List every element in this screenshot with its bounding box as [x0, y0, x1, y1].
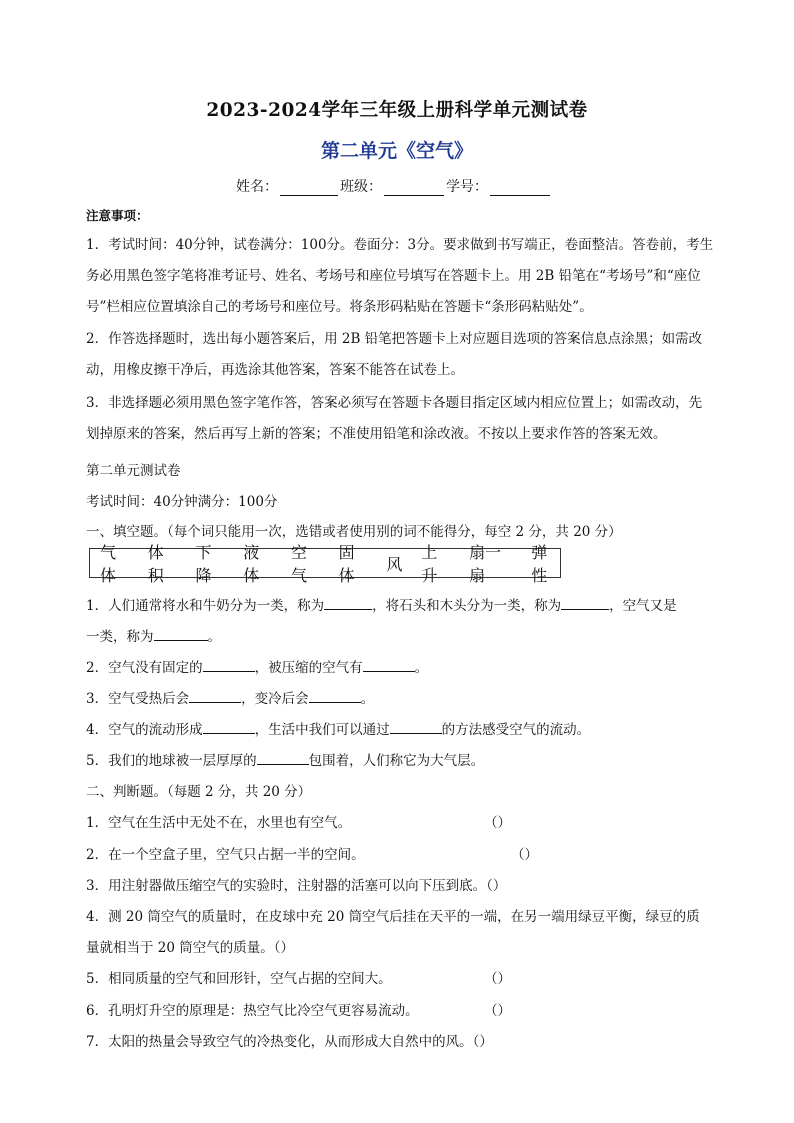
word-bank-item: 空气: [290, 543, 307, 585]
answer-blank[interactable]: [203, 659, 255, 672]
notes-heading: 注意事项：: [86, 208, 149, 223]
judge-question-4: 4．测 20 筒空气的质量时，在皮球中充 20 筒空气后挂在天平的一端，在另一端用绿豆平衡，绿豆的质: [86, 909, 700, 925]
note-item-1: 1．考试时间：40分钟，试卷满分：100分。卷面分：3分。要求做到书写端正，卷面整洁。答卷前，考生务必用黑色签字笔将准考证号、姓名、考场号和座位号填写在答题卡上。用 2B 铅笔在“考场号”和“座位号”栏相应位置填涂自己的考场号和座位号。将条形码粘贴在答题卡“条形码粘贴处”。: [86, 237, 714, 315]
word-bank-item: 风: [386, 554, 403, 574]
student-info-row: [236, 176, 552, 196]
word-bank-item: 固体: [338, 543, 355, 585]
id-label: 学号：: [446, 179, 488, 195]
answer-blank[interactable]: [309, 690, 361, 703]
judge-question-3: 3．用注射器做压缩空气的实验时，注射器的活塞可以向下压到底。（）: [86, 878, 507, 894]
word-bank-item: 上升: [421, 543, 438, 585]
word-bank-item: 体积: [147, 543, 164, 585]
answer-paren[interactable]: （）: [511, 847, 538, 863]
exam-title: 2023-2024学年三年级上册科学单元测试卷: [206, 100, 588, 121]
answer-paren[interactable]: （）: [484, 1003, 511, 1019]
answer-blank[interactable]: [189, 690, 241, 703]
judge-question-1: 1．空气在生活中无处不在，水里也有空气。: [86, 815, 352, 831]
id-blank[interactable]: [490, 181, 550, 196]
word-bank-item: 扇一扇: [469, 543, 502, 585]
note-item-3: 3．非选择题必须用黑色签字笔作答，答案必须写在答题卡各题目指定区域内相应位置上；如需改动，先划掉原来的答案，然后再写上新的答案；不准使用铅笔和涂改液。不按以上要求作答的答案无效。: [86, 395, 703, 442]
word-bank-item: 弹性: [531, 543, 548, 585]
judge-question-4-cont: 量就相当于 20 筒空气的质量。（）: [86, 940, 295, 956]
exam-time: 考试时间：40分钟满分：100分: [86, 494, 278, 510]
fill-question-2: 2．空气没有固定的 ，被压缩的空气有 。: [86, 660, 429, 676]
fill-question-3: 3．空气受热后会 ，变冷后会 。: [86, 691, 375, 707]
fill-question-1: 1．人们通常将水和牛奶分为一类，称为 ，将石头和木头分为一类，称为 ，空气又是: [86, 598, 677, 614]
exam-name: 第二单元测试卷: [86, 463, 181, 479]
answer-blank[interactable]: [363, 659, 415, 672]
note-item-2: 2．作答选择题时，选出每小题答案后，用 2B 铅笔把答题卡上对应题目选项的答案信息点涂黑；如需改动，用橡皮擦干净后，再选涂其他答案，答案不能答在试卷上。: [86, 331, 703, 378]
judge-question-7: 7．太阳的热量会导致空气的冷热变化，从而形成大自然中的风。（）: [86, 1034, 493, 1050]
unit-subtitle: 第二单元《空气》: [320, 140, 473, 162]
judge-question-5: 5．相同质量的空气和回形针，空气占据的空间大。: [86, 971, 392, 987]
fill-question-5: 5．我们的地球被一层厚厚的 包围着，人们称它为大气层。: [86, 753, 485, 769]
answer-blank[interactable]: [154, 628, 208, 641]
answer-blank[interactable]: [203, 721, 255, 734]
judge-question-2: 2．在一个空盒子里，空气只占据一半的空间。: [86, 847, 365, 863]
fill-question-1-cont: 一类，称为 。: [86, 629, 221, 645]
answer-blank[interactable]: [561, 597, 609, 610]
class-label: 班级：: [340, 179, 382, 195]
word-bank-item: 气体: [100, 543, 117, 585]
name-blank[interactable]: [280, 181, 338, 196]
section1-heading: 一、填空题。（每个词只能用一次，选错或者使用别的词不能得分，每空 2 分，共 20 分）: [86, 524, 622, 540]
answer-blank[interactable]: [257, 752, 309, 765]
section2-heading: 二、判断题。（每题 2 分，共 20 分）: [86, 784, 312, 800]
answer-paren[interactable]: （）: [484, 815, 511, 831]
answer-blank[interactable]: [390, 721, 442, 734]
word-bank-item: 下降: [195, 543, 212, 585]
word-bank-item: 液体: [243, 543, 260, 585]
name-label: 姓名：: [236, 179, 278, 195]
fill-question-4: 4．空气的流动形成 ，生活中我们可以通过 的方法感受空气的流动。: [86, 722, 591, 738]
judge-question-6: 6．孔明灯升空的原理是：热空气比冷空气更容易流动。: [86, 1003, 419, 1019]
class-blank[interactable]: [384, 181, 444, 196]
answer-paren[interactable]: （）: [484, 971, 511, 987]
word-bank: [89, 543, 561, 585]
answer-blank[interactable]: [324, 597, 372, 610]
